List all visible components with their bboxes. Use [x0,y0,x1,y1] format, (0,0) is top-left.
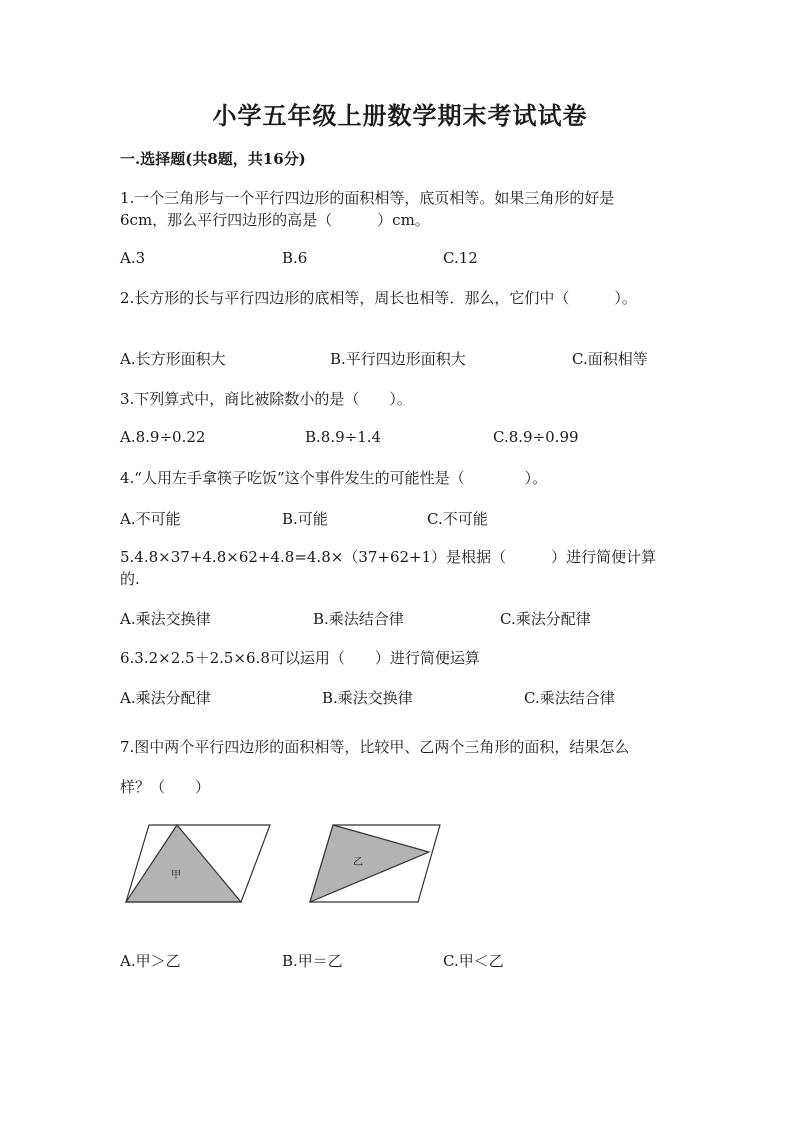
q1-option-c[interactable]: C.12 [443,249,478,267]
question-7-line-2: 样？（ ） [120,778,211,796]
question-6 [120,647,680,669]
q4-option-b[interactable]: B.可能 [282,510,328,528]
question-2-line-1: 2.长方形的长与平行四边形的底相等，周长也相等．那么，它们中（ ）。 [120,289,637,307]
q7-option-b[interactable]: B.甲＝乙 [282,952,343,970]
question-1 [120,187,680,231]
question-3 [120,388,680,410]
question-7-line-1: 7.图中两个平行四边形的面积相等，比较甲、乙两个三角形的面积，结果怎么 [120,738,630,756]
question-6-line-1: 6.3.2×2.5＋2.5×6.8可以运用（ ）进行简便运算 [120,649,480,667]
parallelogram-left [126,825,270,902]
label-jia: 甲 [171,870,181,881]
page-title: 小学五年级上册数学期末考试试卷 [212,101,588,130]
q2-option-c[interactable]: C.面积相等 [572,350,648,368]
triangle-yi [310,825,429,902]
question-5 [120,546,680,590]
question-4-line-1: 4.“人用左手拿筷子吃饭”这个事件发生的可能性是（ ）。 [120,469,548,487]
question-5-line-2: 的. [120,570,140,588]
q3-option-b[interactable]: B.8.9÷1.4 [305,428,382,446]
q6-option-b[interactable]: B.乘法交换律 [322,689,413,707]
question-1-line-2: 6cm，那么平行四边形的高是（ ）cm。 [120,211,430,229]
q1-option-b[interactable]: B.6 [282,249,308,267]
question-7 [120,727,680,807]
question-3-line-1: 3.下列算式中，商比被除数小的是（ ）。 [120,390,412,408]
section-heading: 一.选择题(共8题，共16分) [120,150,306,168]
question-5-line-1: 5.4.8×37+4.8×62+4.8=4.8×（37+62+1）是根据（ ）进行简便计算 [120,548,657,566]
label-yi: 乙 [353,857,363,868]
q5-option-b[interactable]: B.乘法结合律 [313,610,404,628]
q2-option-b[interactable]: B.平行四边形面积大 [330,350,466,368]
q3-option-c[interactable]: C.8.9÷0.99 [493,428,579,446]
q7-option-c[interactable]: C.甲＜乙 [443,952,504,970]
q6-option-a[interactable]: A.乘法分配律 [120,689,211,707]
parallelogram-figure [120,818,450,914]
q7-option-a[interactable]: A.甲＞乙 [120,952,181,970]
parallelogram-right [310,825,440,902]
question-1-line-1: 1.一个三角形与一个平行四边形的面积相等，底页相等。如果三角形的好是 [120,189,615,207]
question-4 [120,467,720,489]
q2-option-a[interactable]: A.长方形面积大 [120,350,226,368]
q4-option-c[interactable]: C.不可能 [427,510,488,528]
question-2 [120,287,720,309]
q3-option-a[interactable]: A.8.9÷0.22 [120,428,206,446]
q5-option-c[interactable]: C.乘法分配律 [500,610,591,628]
q4-option-a[interactable]: A.不可能 [120,510,181,528]
q5-option-a[interactable]: A.乘法交换律 [120,610,211,628]
q1-option-a[interactable]: A.3 [120,249,146,267]
q6-option-c[interactable]: C.乘法结合律 [524,689,615,707]
triangle-jia [126,825,241,902]
